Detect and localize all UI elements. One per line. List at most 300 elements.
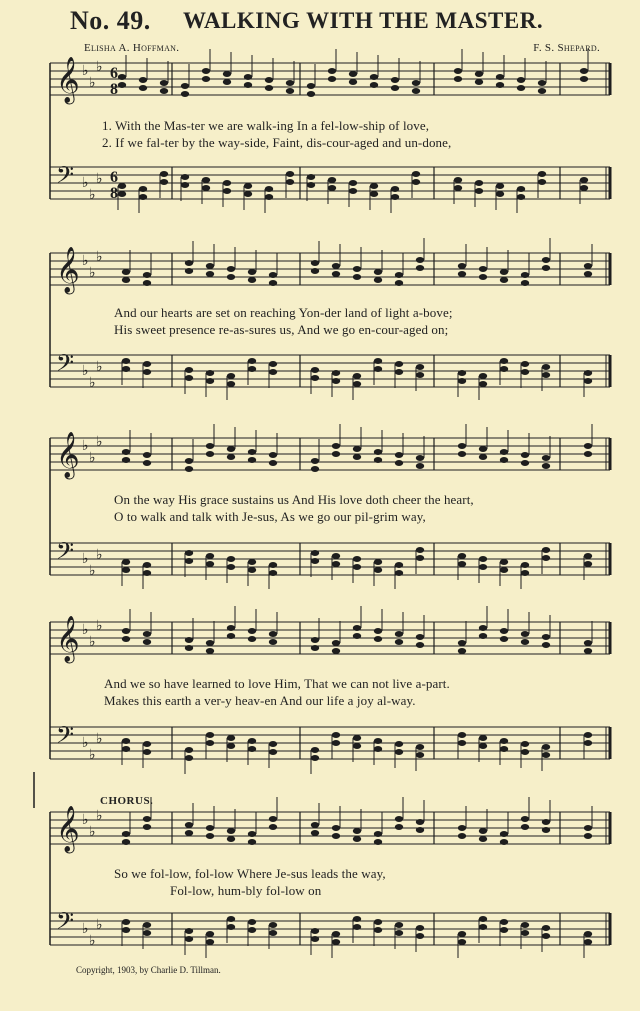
notehead: [185, 466, 193, 472]
notehead: [332, 553, 340, 559]
flat-icon: ♭: [96, 59, 103, 75]
notehead: [458, 370, 466, 376]
flat-icon: ♭: [82, 551, 89, 567]
notehead: [580, 68, 588, 74]
notehead: [395, 361, 403, 367]
notehead: [227, 828, 235, 834]
notehead: [143, 460, 151, 466]
notehead: [227, 743, 235, 749]
notehead: [416, 364, 424, 370]
notehead: [500, 366, 508, 372]
notehead: [185, 645, 193, 651]
notehead: [416, 642, 424, 648]
notehead: [227, 625, 235, 631]
notehead: [311, 466, 319, 472]
flat-icon: ♭: [82, 812, 89, 828]
notehead: [122, 919, 130, 925]
notehead: [479, 828, 487, 834]
notehead: [412, 171, 420, 177]
notehead: [500, 738, 508, 744]
notehead: [353, 446, 361, 452]
notehead: [479, 633, 487, 639]
notehead: [311, 645, 319, 651]
notehead: [395, 272, 403, 278]
notehead: [458, 640, 466, 646]
notehead: [374, 636, 382, 642]
flat-icon: ♭: [89, 187, 96, 203]
flat-icon: ♭: [82, 175, 89, 191]
notehead: [311, 822, 319, 828]
notehead: [202, 68, 210, 74]
notehead: [395, 930, 403, 936]
notehead: [227, 564, 235, 570]
notehead: [416, 925, 424, 931]
notehead: [416, 372, 424, 378]
notehead: [395, 369, 403, 375]
notehead: [353, 625, 361, 631]
notehead: [500, 457, 508, 463]
notehead: [286, 179, 294, 185]
notehead: [122, 567, 130, 573]
notehead: [479, 274, 487, 280]
notehead: [479, 743, 487, 749]
flat-icon: ♭: [96, 249, 103, 265]
notehead: [248, 738, 256, 744]
notehead: [118, 82, 126, 88]
flat-icon: ♭: [89, 450, 96, 466]
treble-clef-icon: 𝄞: [56, 806, 80, 852]
notehead: [500, 277, 508, 283]
notehead: [458, 451, 466, 457]
notehead: [328, 76, 336, 82]
notehead: [395, 922, 403, 928]
flat-icon: ♭: [96, 618, 103, 634]
notehead: [542, 547, 550, 553]
notehead: [500, 449, 508, 455]
notehead: [374, 559, 382, 565]
notehead: [500, 746, 508, 752]
notehead: [584, 648, 592, 654]
notehead: [374, 269, 382, 275]
notehead: [584, 740, 592, 746]
notehead: [542, 819, 550, 825]
notehead: [395, 570, 403, 576]
notehead: [370, 74, 378, 80]
notehead: [122, 628, 130, 634]
notehead: [391, 194, 399, 200]
notehead: [538, 171, 546, 177]
bass-clef-icon: 𝄢: [56, 161, 75, 194]
notehead: [479, 836, 487, 842]
notehead: [479, 381, 487, 387]
lyric-line: So we fol-low, fol-low Where Je-sus leads the way,: [114, 866, 386, 881]
time-signature-top: 6: [110, 65, 118, 82]
notehead: [332, 732, 340, 738]
notehead: [521, 639, 529, 645]
flat-icon: ♭: [96, 731, 103, 747]
notehead: [353, 743, 361, 749]
notehead: [521, 570, 529, 576]
flat-icon: ♭: [82, 438, 89, 454]
notehead: [139, 194, 147, 200]
notehead: [185, 928, 193, 934]
notehead: [122, 358, 130, 364]
notehead: [307, 182, 315, 188]
notehead: [332, 271, 340, 277]
notehead: [206, 640, 214, 646]
notehead: [580, 185, 588, 191]
notehead: [332, 648, 340, 654]
notehead: [181, 83, 189, 89]
notehead: [521, 741, 529, 747]
notehead: [458, 378, 466, 384]
notehead: [185, 747, 193, 753]
flat-icon: ♭: [89, 375, 96, 391]
notehead: [244, 82, 252, 88]
notehead: [244, 74, 252, 80]
notehead: [269, 922, 277, 928]
notehead: [496, 183, 504, 189]
notehead: [374, 457, 382, 463]
notehead: [521, 460, 529, 466]
notehead: [206, 732, 214, 738]
notehead: [269, 741, 277, 747]
lyric-line: His sweet presence re-as-sures us, And we go en-cour-aged on;: [114, 322, 449, 337]
notehead: [269, 369, 277, 375]
notehead: [416, 265, 424, 271]
notehead: [542, 257, 550, 263]
notehead: [475, 180, 483, 186]
notehead: [206, 648, 214, 654]
notehead: [311, 558, 319, 564]
notehead: [412, 80, 420, 86]
notehead: [479, 916, 487, 922]
notehead: [454, 177, 462, 183]
notehead: [185, 558, 193, 564]
flat-icon: ♭: [82, 735, 89, 751]
notehead: [517, 194, 525, 200]
notehead: [269, 280, 277, 286]
notehead: [122, 746, 130, 752]
notehead: [122, 636, 130, 642]
notehead: [517, 77, 525, 83]
flat-icon: ♭: [89, 747, 96, 763]
notehead: [286, 88, 294, 94]
notehead: [227, 454, 235, 460]
notehead: [395, 741, 403, 747]
notehead: [206, 263, 214, 269]
notehead: [416, 463, 424, 469]
chorus-label: CHORUS.: [100, 795, 154, 807]
notehead: [248, 927, 256, 933]
notehead: [475, 79, 483, 85]
bass-clef-icon: 𝄢: [56, 349, 75, 382]
notehead: [542, 364, 550, 370]
notehead: [122, 927, 130, 933]
notehead: [584, 443, 592, 449]
notehead: [328, 177, 336, 183]
notehead: [185, 268, 193, 274]
notehead: [395, 639, 403, 645]
notehead: [206, 740, 214, 746]
notehead: [584, 378, 592, 384]
notehead: [416, 819, 424, 825]
notehead: [538, 80, 546, 86]
notehead: [374, 449, 382, 455]
notehead: [374, 927, 382, 933]
notehead: [185, 367, 193, 373]
notehead: [521, 452, 529, 458]
notehead: [412, 179, 420, 185]
notehead: [328, 185, 336, 191]
notehead: [395, 280, 403, 286]
notehead: [248, 559, 256, 565]
notehead: [496, 82, 504, 88]
notehead: [122, 269, 130, 275]
flat-icon: ♭: [89, 75, 96, 91]
notehead: [374, 746, 382, 752]
notehead: [311, 260, 319, 266]
notehead: [269, 361, 277, 367]
notehead: [185, 755, 193, 761]
notehead: [248, 269, 256, 275]
flat-icon: ♭: [89, 563, 96, 579]
flat-icon: ♭: [96, 808, 103, 824]
notehead: [227, 373, 235, 379]
notehead: [185, 458, 193, 464]
notehead: [517, 85, 525, 91]
notehead: [458, 271, 466, 277]
notehead: [206, 370, 214, 376]
notehead: [185, 830, 193, 836]
notehead: [160, 88, 168, 94]
notehead: [307, 83, 315, 89]
notehead: [479, 924, 487, 930]
notehead: [349, 180, 357, 186]
flat-icon: ♭: [96, 547, 103, 563]
notehead: [374, 738, 382, 744]
bass-clef-icon: 𝄢: [56, 721, 75, 754]
notehead: [248, 449, 256, 455]
notehead: [227, 274, 235, 280]
notehead: [584, 451, 592, 457]
notehead: [584, 939, 592, 945]
notehead: [160, 171, 168, 177]
notehead: [143, 639, 151, 645]
notehead: [353, 924, 361, 930]
notehead: [227, 633, 235, 639]
notehead: [542, 372, 550, 378]
bass-clef-icon: 𝄢: [56, 537, 75, 570]
notehead: [143, 749, 151, 755]
time-signature-bottom: 8: [110, 185, 118, 202]
notehead: [227, 735, 235, 741]
notehead: [269, 824, 277, 830]
notehead: [542, 827, 550, 833]
notehead: [332, 740, 340, 746]
notehead: [269, 631, 277, 637]
notehead: [332, 939, 340, 945]
notehead: [311, 755, 319, 761]
notehead: [479, 266, 487, 272]
notehead: [353, 454, 361, 460]
notehead: [202, 177, 210, 183]
notehead: [311, 375, 319, 381]
notehead: [521, 631, 529, 637]
notehead: [143, 922, 151, 928]
notehead: [122, 831, 130, 837]
notehead: [458, 263, 466, 269]
notehead: [458, 648, 466, 654]
notehead: [479, 735, 487, 741]
notehead: [269, 639, 277, 645]
notehead: [143, 272, 151, 278]
notehead: [332, 451, 340, 457]
notehead: [521, 824, 529, 830]
notehead: [374, 831, 382, 837]
notehead: [248, 831, 256, 837]
notehead: [374, 839, 382, 845]
notehead: [223, 188, 231, 194]
bass-clef-icon: 𝄢: [56, 907, 75, 940]
notehead: [479, 556, 487, 562]
notehead: [143, 280, 151, 286]
notehead: [181, 91, 189, 97]
notehead: [248, 746, 256, 752]
notehead: [143, 361, 151, 367]
notehead: [496, 191, 504, 197]
notehead: [227, 924, 235, 930]
notehead: [542, 265, 550, 271]
notehead: [311, 747, 319, 753]
notehead: [265, 186, 273, 192]
notehead: [206, 378, 214, 384]
notehead: [332, 825, 340, 831]
flat-icon: ♭: [89, 824, 96, 840]
notehead: [370, 82, 378, 88]
notehead: [374, 919, 382, 925]
notehead: [584, 561, 592, 567]
notehead: [143, 369, 151, 375]
notehead: [374, 277, 382, 283]
notehead: [265, 85, 273, 91]
notehead: [458, 732, 466, 738]
notehead: [500, 839, 508, 845]
notehead: [307, 91, 315, 97]
treble-clef-icon: 𝄞: [56, 432, 80, 478]
notehead: [479, 454, 487, 460]
notehead: [248, 277, 256, 283]
notehead: [332, 370, 340, 376]
notehead: [353, 266, 361, 272]
notehead: [286, 80, 294, 86]
notehead: [269, 570, 277, 576]
notehead: [416, 744, 424, 750]
notehead: [311, 550, 319, 556]
hymn-number: No. 49.: [70, 6, 151, 35]
notehead: [265, 194, 273, 200]
notehead: [353, 274, 361, 280]
notehead: [479, 446, 487, 452]
notehead: [353, 836, 361, 842]
composer-credit: F. S. Shepard.: [533, 42, 600, 54]
notehead: [416, 634, 424, 640]
notehead: [143, 741, 151, 747]
notehead: [248, 636, 256, 642]
notehead: [248, 567, 256, 573]
notehead: [416, 752, 424, 758]
notehead: [269, 272, 277, 278]
notehead: [500, 567, 508, 573]
notehead: [395, 824, 403, 830]
notehead: [584, 640, 592, 646]
notehead: [332, 263, 340, 269]
notehead: [206, 939, 214, 945]
lyric-line: Fol-low, hum-bly fol-low on: [170, 883, 322, 898]
notehead: [332, 561, 340, 567]
lyric-line: O to walk and talk with Je-sus, As we go our pil-grim way,: [114, 509, 426, 524]
notehead: [416, 555, 424, 561]
notehead: [395, 452, 403, 458]
notehead: [584, 931, 592, 937]
notehead: [206, 833, 214, 839]
notehead: [122, 559, 130, 565]
notehead: [248, 366, 256, 372]
lyric-line: 1. With the Mas-ter we are walk-ing In a fel-low-ship of love,: [102, 118, 430, 133]
notehead: [349, 71, 357, 77]
notehead: [500, 269, 508, 275]
notehead: [307, 174, 315, 180]
notehead: [353, 735, 361, 741]
treble-clef-icon: 𝄞: [56, 616, 80, 662]
notehead: [395, 816, 403, 822]
notehead: [395, 562, 403, 568]
notehead: [454, 76, 462, 82]
notehead: [311, 637, 319, 643]
notehead: [206, 825, 214, 831]
notehead: [248, 919, 256, 925]
notehead: [521, 930, 529, 936]
notehead: [500, 919, 508, 925]
notehead: [374, 366, 382, 372]
notehead: [500, 559, 508, 565]
notehead: [538, 179, 546, 185]
notehead: [143, 816, 151, 822]
notehead: [458, 825, 466, 831]
notehead: [139, 85, 147, 91]
notehead: [206, 553, 214, 559]
flat-icon: ♭: [82, 921, 89, 937]
notehead: [500, 831, 508, 837]
notehead: [496, 74, 504, 80]
notehead: [269, 930, 277, 936]
flat-icon: ♭: [82, 63, 89, 79]
notehead: [185, 260, 193, 266]
notehead: [479, 564, 487, 570]
notehead: [181, 182, 189, 188]
notehead: [458, 553, 466, 559]
notehead: [244, 191, 252, 197]
notehead: [412, 88, 420, 94]
notehead: [521, 361, 529, 367]
notehead: [223, 71, 231, 77]
notehead: [185, 822, 193, 828]
notehead: [185, 936, 193, 942]
notehead: [206, 931, 214, 937]
notehead: [521, 816, 529, 822]
notehead: [143, 570, 151, 576]
notehead: [143, 452, 151, 458]
